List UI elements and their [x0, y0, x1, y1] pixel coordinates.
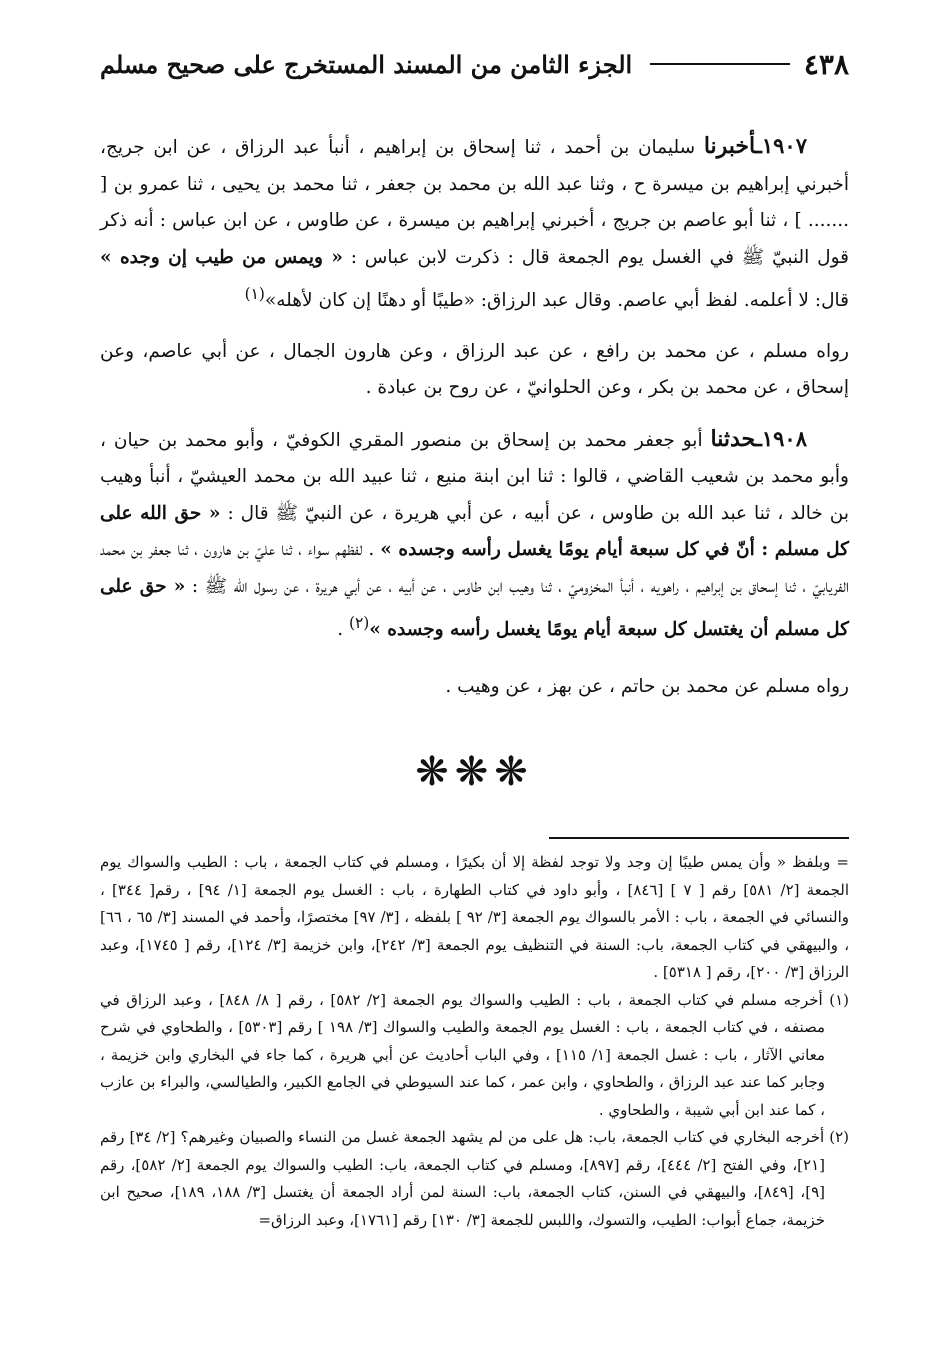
hadith-isnad: سليمان بن أحمد ، ثنا إسحاق بن إبراهيم ، أنبأ عبد الرزاق ، عن ابن جريج، أخبرني إبراهيم بن ميسرة ح ، وثنا عبد الله بن محمد بن جعفر ، ثنا محمد بن يحيى ، ثنا عمرو بن [ ....... ] ، ثنا أبو عاصم بن جريج ، أخبرني إبراهيم بن ميسرة ، عن طاوس ، عن ابن عباس : أنه ذكر قول النبيّ ﷺ في الغسل يوم الجمعة قال : ذكرت لابن عباس : — [100, 137, 850, 268]
footnote-ref: (١) — [244, 285, 265, 303]
running-title: الجزء الثامن من المسند المستخرج على صحيح مسلم — [100, 49, 633, 79]
footnote-text: أخرجه مسلم في كتاب الجمعة ، باب : الطيب والسواك يوم الجمعة [٢/ ٥٨٢] ، رقم [ ٨/ ٨٤٨] ، وعبد الرزاق في مصنفه ، في كتاب الجمعة ، باب : الغسل يوم الجمعة والطيب والسواك [٣/ ١٩٨ ] رقم [٥٣٠٣] ، والطحاوي في شرح معاني الآثار ، باب : غسل الجمعة [١/ ١١٥] ، وفي الباب أحاديث عن أبي هريرة ، كما جاء في البخاري وابن خزيمة ، وجابر كما عند عبد الرزاق ، والطحاوي ، وابن عمر ، كما عند السيوطي في الجامع الكبير، والطيالسي، والبراء بن عازب ، كما عند ابن أبي شيبة ، والطحاوي . — [100, 990, 830, 1119]
hadith-number: ١٩٠٧ـ — [755, 133, 807, 158]
page-header — [100, 40, 849, 88]
hadith-keyword: حدثنا — [710, 425, 756, 452]
footnote-1 — [100, 987, 849, 1125]
footnote-continuation — [100, 849, 849, 987]
section-separator: ❋❋❋ — [415, 749, 534, 796]
hadith-number: ١٩٠٨ـ — [755, 425, 807, 451]
riwaya-1908: رواه مسلم عن محمد بن حاتم ، عن بهز ، عن وهيب . — [445, 675, 849, 697]
footnote-marker: (١) — [829, 990, 849, 1009]
hadith-matn-2: « حق على كل مسلم أن يغتسل كل سبعة أيام يومًا يغسل رأسه وجسده » — [100, 575, 849, 641]
hadith-1908 — [100, 421, 849, 649]
hadith-1907 — [100, 128, 849, 320]
footnote-rule — [549, 837, 849, 839]
hadith-text: . لفظهم سواء ، ثنا عليّ بن هارون ، ثنا جعفر بن محمد الفريابيّ ، ثنا إسحاق بن إبراهيم ، راهويه ، أنبأ المخزوميّ ، ثنا وهيب ابن طاوس ، عن أبيه ، عن أبي هريرة ، عن رسول الله ﷺ : — [100, 539, 849, 597]
hadith-isnad: أبو جعفر محمد بن إسحاق بن منصور المقري الكوفيّ ، وأبو محمد بن حيان ، وأبو محمد بن شعيب القاضي ، قالوا : ثنا ابن ابنة منيع ، ثنا عبيد الله بن محمد العيشيّ ، أنبأ وهيب بن خالد ، ثنا عبد الله بن طاوس ، عن أبيه ، عن أبي هريرة ، عن النبيّ ﷺ قال : — [100, 429, 849, 524]
hadith-keyword: أخبرنا — [703, 133, 756, 159]
footnote-marker: = — [836, 853, 849, 872]
footnote-marker: (٢) — [829, 1128, 849, 1147]
footnotes — [100, 849, 849, 1234]
hadith-matn: « حق الله على كل مسلم : أنّ في كل سبعة أيام يومًا يغسل رأسه وجسده » — [100, 502, 849, 561]
footnote-ref: (٢) — [348, 614, 370, 633]
footnote-text: وبلفظ « وأن يمس طيبًا إن وجد ولا توجد لفظة إلا أن بكيرًا ، ومسلم في كتاب الجمعة ، باب : الطيب والسواك يوم الجمعة [٢/ ٥٨١] رقم [ ٧ ] [٨٤٦] ، وأبو داود في كتاب الطهارة ، باب : الغسل يوم الجمعة [١/ ٩٤] ، رقم[ ٣٤٤] ، والنسائي في الجمعة ، باب : الأمر بالسواك يوم الجمعة [٣/ ٩٢ ] بلفظه ، [٣/ ٩٧] مختصرًا، وأحمد في المسند [٣/ ٦٥ ، ٦٦] ، والبيهقي في كتاب الجمعة، باب: السنة في التنظيف يوم الجمعة [٣/ ٢٤٢]، وابن خزيمة [٣/ ١٢٤]، رقم [ ١٧٤٥]، وعبد الرزاق [٣/ ٢٠٠]، رقم [ ٥٣١٨] . — [100, 853, 850, 982]
footnote-2 — [100, 1124, 849, 1234]
footnote-text: أخرجه البخاري في كتاب الجمعة، باب: هل على من لم يشهد الجمعة غسل من النساء والصبيان وغيرهم؟ [٢/ ٣٤] رقم [٢١]، وفي الفتح [٢/ ٤٤٤]، رقم [٨٩٧]، ومسلم في كتاب الجمعة، باب: الطيب والسواك يوم الجمعة [٢/ ٥٨٢]، رقم [٩]، [٨٤٩]، والبيهقي في السنن، كتاب الجمعة، باب: السنة لمن أراد الجمعة أن يغتسل [٣/ ١٨٨، ١٨٩]، صحيح ابن خزيمة، جماع أبواب: الطيب، والتسوك، واللبس للجمعة [٣/ ١٣٠] رقم [١٧٦١]، وعبد الرزاق= — [100, 1128, 830, 1229]
hadith-end: . — [337, 619, 349, 641]
header-rule — [650, 63, 790, 65]
page-number: ٤٣٨ — [803, 47, 849, 81]
riwaya-1907: رواه مسلم ، عن محمد بن رافع ، عن عبد الرزاق ، وعن هارون الجمال ، عن أبي عاصم، وعن إسحاق ، عن محمد بن بكر ، وعن الحلوانيّ ، عن روح بن عبادة . — [100, 340, 849, 399]
hadith-matn: « ويمس من طيب إن وجده » — [100, 246, 343, 268]
hadith-text: قال: لا أعلمه. لفظ أبي عاصم. وقال عبد الرزاق: «طيبًا أو دهنًا إن كان لأهله» — [264, 290, 849, 312]
